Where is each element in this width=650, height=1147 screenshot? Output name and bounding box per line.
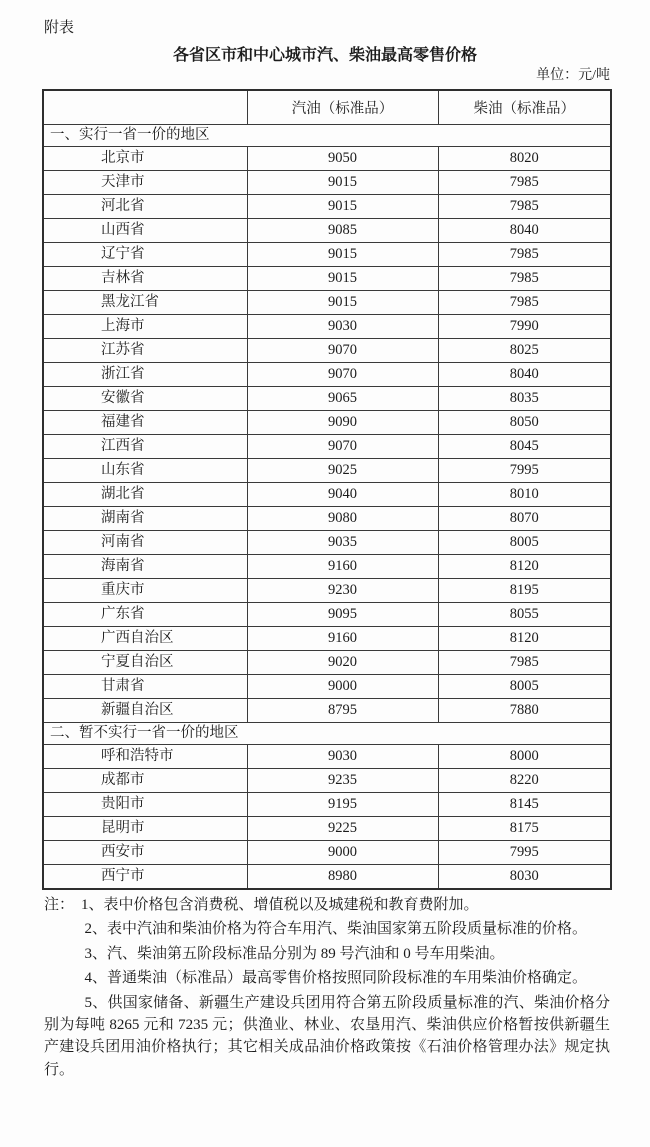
region-name: 浙江省 [43, 363, 247, 387]
region-name: 宁夏自治区 [43, 651, 247, 675]
table-row [43, 769, 611, 793]
diesel-price: 8020 [438, 147, 611, 171]
region-name: 西安市 [43, 841, 247, 865]
notes-section [44, 894, 610, 1083]
region-name: 河北省 [43, 195, 247, 219]
price-table [42, 89, 612, 890]
region-name: 重庆市 [43, 579, 247, 603]
region-name: 安徽省 [43, 387, 247, 411]
gasoline-price: 9070 [247, 435, 438, 459]
table-row [43, 195, 611, 219]
diesel-price: 8025 [438, 339, 611, 363]
table-row [43, 363, 611, 387]
diesel-price: 8120 [438, 627, 611, 651]
region-name: 海南省 [43, 555, 247, 579]
region-name: 广东省 [43, 603, 247, 627]
diesel-price: 7995 [438, 841, 611, 865]
gasoline-price: 9015 [247, 171, 438, 195]
diesel-price: 7985 [438, 171, 611, 195]
table-row [43, 243, 611, 267]
diesel-price: 8145 [438, 793, 611, 817]
diesel-price: 8050 [438, 411, 611, 435]
table-row [43, 147, 611, 171]
table-row [43, 435, 611, 459]
region-name: 贵阳市 [43, 793, 247, 817]
region-name: 辽宁省 [43, 243, 247, 267]
table-row [43, 603, 611, 627]
table-row [43, 483, 611, 507]
gasoline-price: 9070 [247, 363, 438, 387]
table-row [43, 745, 611, 769]
gasoline-price: 9235 [247, 769, 438, 793]
diesel-price: 8000 [438, 745, 611, 769]
diesel-price: 7880 [438, 699, 611, 723]
diesel-price: 8040 [438, 219, 611, 243]
table-row [43, 315, 611, 339]
gasoline-price: 9070 [247, 339, 438, 363]
section-header-row [43, 723, 611, 745]
gasoline-price: 8980 [247, 865, 438, 890]
attachment-label: 附表 [44, 20, 75, 36]
region-name: 上海市 [43, 315, 247, 339]
page-title: 各省区市和中心城市汽、柴油最高零售价格 [172, 47, 477, 64]
diesel-price: 8055 [438, 603, 611, 627]
region-name: 吉林省 [43, 267, 247, 291]
region-name: 成都市 [43, 769, 247, 793]
region-name: 湖北省 [43, 483, 247, 507]
diesel-price: 8035 [438, 387, 611, 411]
gasoline-price: 9000 [247, 841, 438, 865]
table-row [43, 865, 611, 890]
region-name: 江西省 [43, 435, 247, 459]
table-row [43, 651, 611, 675]
gasoline-price: 9050 [247, 147, 438, 171]
region-name: 河南省 [43, 531, 247, 555]
table-row [43, 507, 611, 531]
diesel-price: 7985 [438, 267, 611, 291]
region-name: 湖南省 [43, 507, 247, 531]
table-row [43, 555, 611, 579]
gasoline-price: 9015 [247, 267, 438, 291]
gasoline-price: 9065 [247, 387, 438, 411]
region-name: 黑龙江省 [43, 291, 247, 315]
gasoline-price: 9090 [247, 411, 438, 435]
gasoline-price: 9025 [247, 459, 438, 483]
region-name: 昆明市 [43, 817, 247, 841]
table-row [43, 579, 611, 603]
diesel-price: 7985 [438, 291, 611, 315]
diesel-price: 7995 [438, 459, 611, 483]
region-name: 广西自治区 [43, 627, 247, 651]
region-name: 北京市 [43, 147, 247, 171]
diesel-price: 8030 [438, 865, 611, 890]
gasoline-price: 9160 [247, 627, 438, 651]
note-item: 5、供国家储备、新疆生产建设兵团用符合第五阶段质量标准的汽、柴油价格分别为每吨 8265 元和 7235 元；供渔业、林业、农垦用汽、柴油供应价格暂按供新疆生产建设兵团用油价格执行；其它相关成品油价格政策按《石油价格管理办法》规定执行。 [44, 994, 610, 1078]
gasoline-price: 9015 [247, 291, 438, 315]
gasoline-price: 9015 [247, 195, 438, 219]
region-name: 新疆自治区 [43, 699, 247, 723]
section-header-label: 一、实行一省一价的地区 [43, 125, 611, 147]
region-name: 山西省 [43, 219, 247, 243]
table-row [43, 841, 611, 865]
gasoline-price: 9020 [247, 651, 438, 675]
section-header-label: 二、暂不实行一省一价的地区 [43, 723, 611, 745]
gasoline-price: 9160 [247, 555, 438, 579]
table-row [43, 387, 611, 411]
table-row [43, 627, 611, 651]
table-row [43, 339, 611, 363]
table-row [43, 411, 611, 435]
note-item: 注： 1、表中价格包含消费税、增值税以及城建税和教育费附加。 [44, 897, 479, 913]
notes-label: 注： [44, 897, 75, 913]
diesel-price: 8010 [438, 483, 611, 507]
region-name: 天津市 [43, 171, 247, 195]
region-name: 呼和浩特市 [43, 745, 247, 769]
diesel-price: 8195 [438, 579, 611, 603]
diesel-price: 7985 [438, 195, 611, 219]
column-header-gasoline: 汽油（标准品） [247, 90, 438, 125]
table-row [43, 291, 611, 315]
table-row [43, 675, 611, 699]
diesel-price: 7990 [438, 315, 611, 339]
note-item: 4、普通柴油（标准品）最高零售价格按照同阶段标准的车用柴油价格确定。 [84, 970, 588, 987]
region-name: 西宁市 [43, 865, 247, 890]
table-row [43, 793, 611, 817]
gasoline-price: 9095 [247, 603, 438, 627]
note-item: 2、表中汽油和柴油价格为符合车用汽、柴油国家第五阶段质量标准的价格。 [84, 921, 588, 938]
table-header-row [43, 90, 611, 125]
table-row [43, 171, 611, 195]
gasoline-price: 9225 [247, 817, 438, 841]
column-header-diesel: 柴油（标准品） [438, 90, 611, 125]
unit-label: 单位：元/吨 [536, 68, 610, 83]
gasoline-price: 9000 [247, 675, 438, 699]
table-row [43, 459, 611, 483]
diesel-price: 8175 [438, 817, 611, 841]
table-row [43, 219, 611, 243]
diesel-price: 8005 [438, 675, 611, 699]
gasoline-price: 9040 [247, 483, 438, 507]
region-name: 福建省 [43, 411, 247, 435]
column-header-region [43, 90, 247, 125]
table-row [43, 267, 611, 291]
gasoline-price: 9085 [247, 219, 438, 243]
diesel-price: 8005 [438, 531, 611, 555]
gasoline-price: 9080 [247, 507, 438, 531]
diesel-price: 7985 [438, 651, 611, 675]
gasoline-price: 8795 [247, 699, 438, 723]
table-row [43, 817, 611, 841]
diesel-price: 8040 [438, 363, 611, 387]
region-name: 甘肃省 [43, 675, 247, 699]
diesel-price: 8220 [438, 769, 611, 793]
note-item: 3、汽、柴油第五阶段标准品分别为 89 号汽油和 0 号车用柴油。 [84, 945, 505, 962]
gasoline-price: 9030 [247, 745, 438, 769]
region-name: 江苏省 [43, 339, 247, 363]
table-row [43, 531, 611, 555]
table-row [43, 699, 611, 723]
gasoline-price: 9035 [247, 531, 438, 555]
diesel-price: 8120 [438, 555, 611, 579]
gasoline-price: 9015 [247, 243, 438, 267]
section-header-row [43, 125, 611, 147]
gasoline-price: 9230 [247, 579, 438, 603]
diesel-price: 7985 [438, 243, 611, 267]
gasoline-price: 9195 [247, 793, 438, 817]
region-name: 山东省 [43, 459, 247, 483]
diesel-price: 8070 [438, 507, 611, 531]
diesel-price: 8045 [438, 435, 611, 459]
gasoline-price: 9030 [247, 315, 438, 339]
